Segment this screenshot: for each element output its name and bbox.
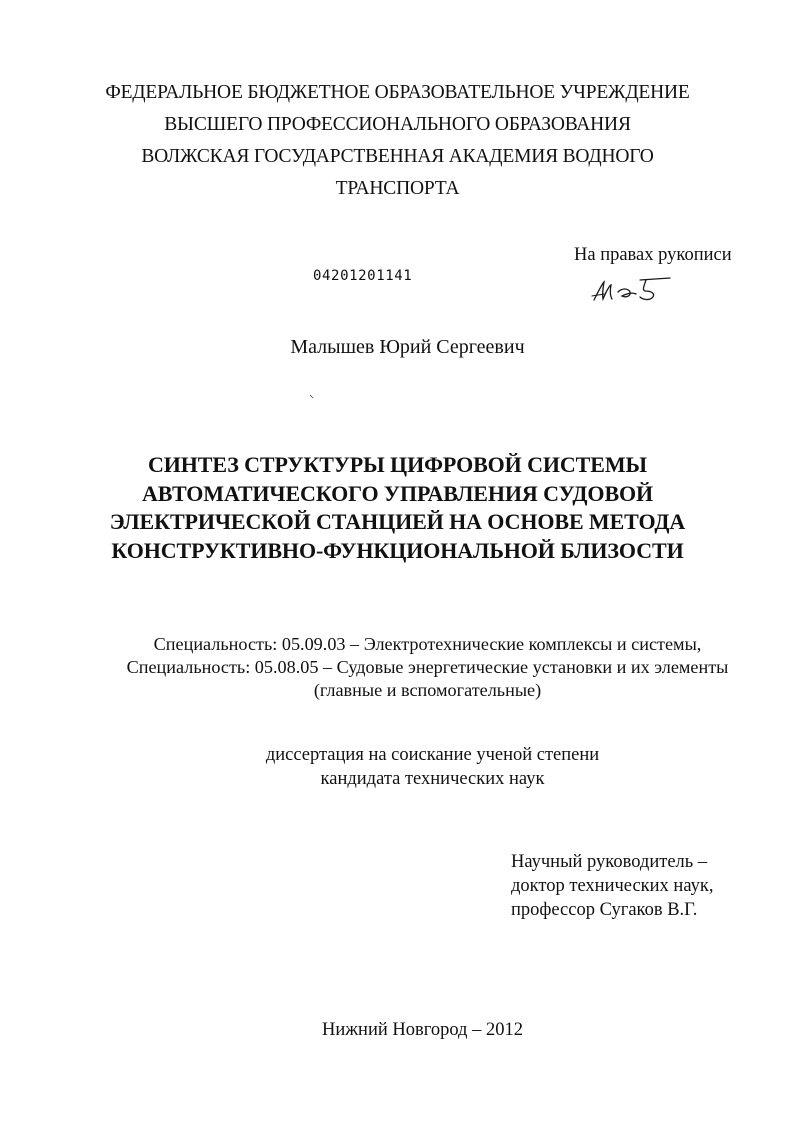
institution-line-3: ВОЛЖСКАЯ ГОСУДАРСТВЕННАЯ АКАДЕМИЯ ВОДНОГО bbox=[141, 146, 654, 167]
title-line-3: ЭЛЕКТРИЧЕСКОЙ СТАНЦИЕЙ НА ОСНОВЕ МЕТОДА bbox=[109, 509, 686, 534]
title-line-1: СИНТЕЗ СТРУКТУРЫ ЦИФРОВОЙ СИСТЕМЫ bbox=[148, 452, 647, 477]
specialty-block bbox=[110, 633, 745, 702]
advisor-block bbox=[511, 850, 713, 922]
advisor-line-2: доктор технических наук, bbox=[511, 876, 714, 896]
degree-line-2: кандидата технических наук bbox=[320, 769, 545, 789]
degree-block bbox=[0, 743, 795, 791]
institution-header bbox=[0, 77, 795, 205]
institution-line-4: ТРАНСПОРТА bbox=[335, 178, 460, 199]
specialty-line-2: Специальность: 05.08.05 – Судовые энергетические установки и их элементы bbox=[126, 657, 729, 677]
specialty-line-1: Специальность: 05.09.03 – Электротехнические комплексы и системы, bbox=[153, 634, 702, 654]
document-code: 04201201141 bbox=[313, 268, 413, 284]
city-year: Нижний Новгород – 2012 bbox=[322, 1020, 523, 1040]
specialty-line-3: (главные и вспомогательные) bbox=[313, 680, 542, 700]
title-line-2: АВТОМАТИЧЕСКОГО УПРАВЛЕНИЯ СУДОВОЙ bbox=[141, 480, 654, 506]
degree-line-1: диссертация на соискание ученой степени bbox=[265, 745, 600, 765]
advisor-line-1: Научный руководитель – bbox=[511, 852, 708, 872]
advisor-line-3: профессор Сугаков В.Г. bbox=[511, 900, 698, 920]
title-line-4: КОНСТРУКТИВНО-ФУНКЦИОНАЛЬНОЙ БЛИЗОСТИ bbox=[111, 537, 684, 563]
institution-line-2: ВЫСШЕГО ПРОФЕССИОНАЛЬНОГО ОБРАЗОВАНИЯ bbox=[164, 114, 631, 135]
author-name: Малышев Юрий Сергеевич bbox=[290, 336, 525, 358]
dissertation-title bbox=[0, 451, 795, 565]
handwritten-signature bbox=[590, 270, 680, 310]
institution-line-1: ФЕДЕРАЛЬНОЕ БЮДЖЕТНОЕ ОБРАЗОВАТЕЛЬНОЕ УЧРЕЖДЕНИЕ bbox=[105, 82, 690, 103]
scan-speck bbox=[310, 395, 314, 399]
rights-label: На правах рукописи bbox=[574, 245, 732, 265]
